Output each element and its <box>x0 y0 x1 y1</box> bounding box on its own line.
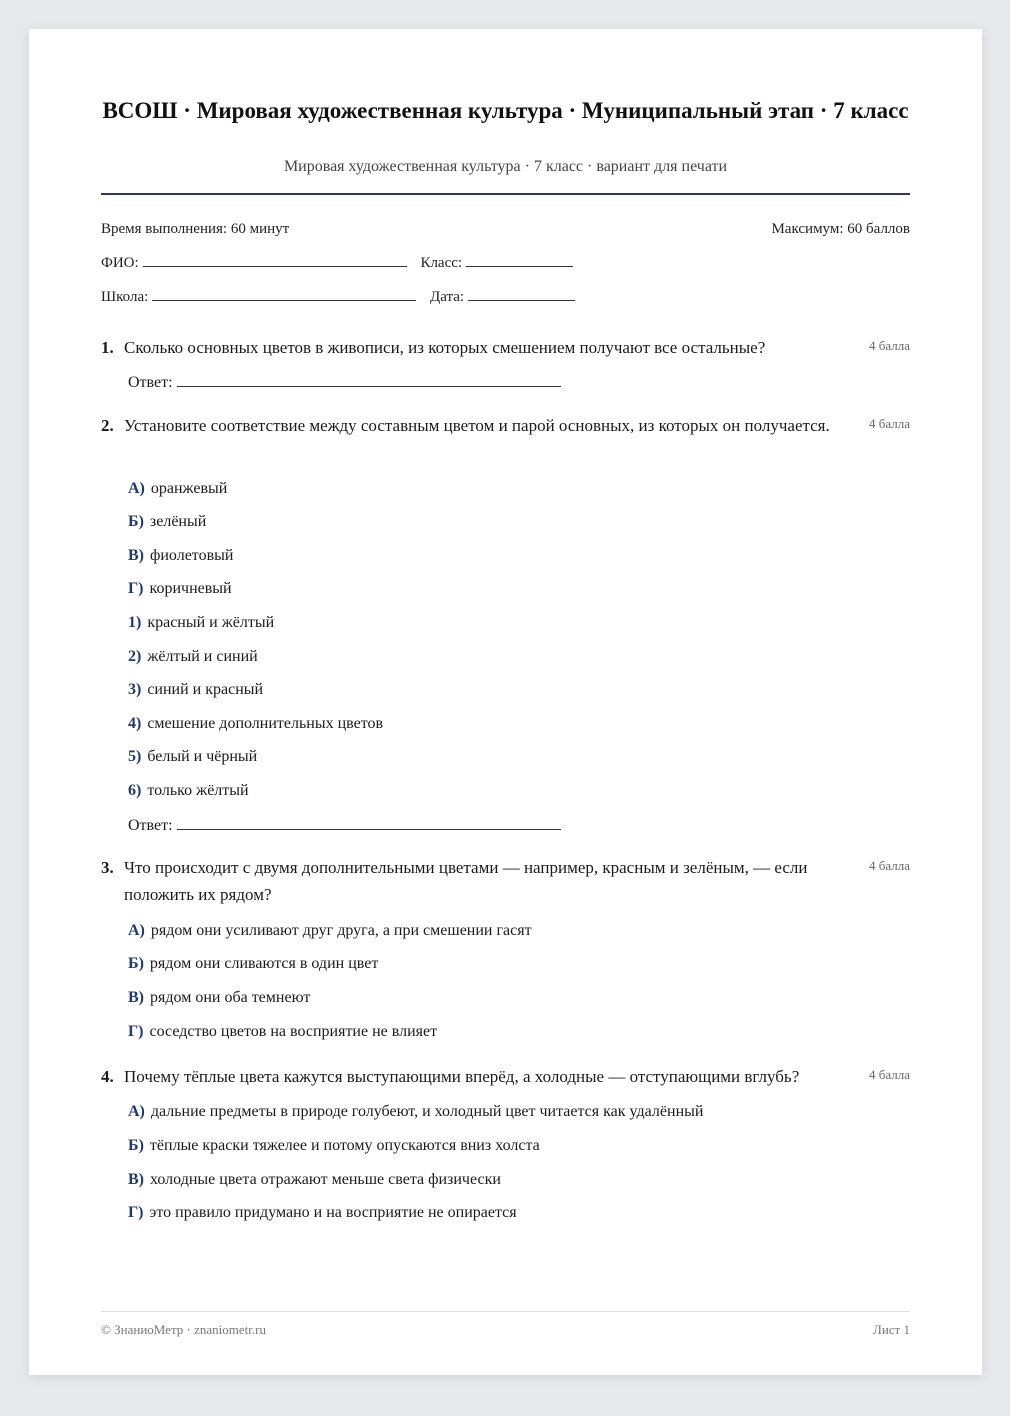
page-footer <box>101 1322 910 1338</box>
option-marker: Б) <box>128 1137 144 1154</box>
question-2-number-option <box>128 714 383 734</box>
option-text: дальние предметы в природе голубеют, и холодный цвет читается как удалённый <box>150 1103 704 1120</box>
question-2-number-option <box>128 613 274 633</box>
header-divider <box>101 193 910 195</box>
footer-copyright: © ЗнаниоМетр · znaniometr.ru <box>101 1322 266 1337</box>
question-2-number-option <box>128 647 258 667</box>
question-2-head <box>101 412 910 439</box>
question-2-text: Установите соответствие между составным цветом и парой основных, из которых он получается. <box>124 416 830 435</box>
question-4-head <box>101 1063 910 1090</box>
option-marker: В) <box>128 547 144 564</box>
question-2 <box>101 412 910 439</box>
option-text: тёплые краски тяжелее и потому опускаются вниз холста <box>149 1137 540 1154</box>
class-field[interactable] <box>466 252 573 267</box>
question-1-number: 1. <box>101 338 114 357</box>
answer-1-field[interactable] <box>177 372 561 387</box>
question-2-number: 2. <box>101 416 114 435</box>
question-3-option <box>128 954 378 974</box>
question-4-option <box>128 1102 703 1122</box>
school-field[interactable] <box>152 286 416 301</box>
footer-page-number: Лист 1 <box>873 1322 910 1337</box>
school-label: Школа: <box>101 289 149 305</box>
time-label: Время выполнения: 60 минут <box>101 221 290 237</box>
question-2-number-option <box>128 781 249 801</box>
question-4-option <box>128 1170 501 1190</box>
option-marker: Г) <box>128 580 144 597</box>
option-marker: Г) <box>128 1023 144 1040</box>
question-2-letter-option <box>128 479 227 499</box>
option-text: синий и красный <box>147 681 264 698</box>
question-2-letter-option <box>128 579 232 599</box>
option-marker: 6) <box>128 782 142 799</box>
question-3-head <box>101 854 910 908</box>
page-sheet <box>29 29 982 1375</box>
question-1-head <box>101 334 910 361</box>
max-score-label: Максимум: 60 баллов <box>771 221 910 237</box>
class-label: Класс: <box>420 255 463 271</box>
question-4 <box>101 1063 910 1090</box>
question-4-option <box>128 1203 517 1223</box>
question-1 <box>101 334 910 361</box>
question-2-number-option <box>128 747 257 767</box>
answer-2-label: Ответ: <box>128 817 173 834</box>
question-2-letter-option <box>128 512 206 532</box>
option-text: рядом они усиливают друг друга, а при смешении гасят <box>150 922 532 939</box>
option-marker: 5) <box>128 748 142 765</box>
answer-1-label: Ответ: <box>128 374 173 391</box>
fio-field[interactable] <box>143 252 407 267</box>
option-text: зелёный <box>149 513 207 530</box>
question-1-points: 4 балла <box>869 338 910 353</box>
question-3 <box>101 854 910 908</box>
page-subtitle: Мировая художественная культура · 7 класс · вариант для печати <box>283 158 728 175</box>
page-title: ВСОШ · Мировая художественная культура · Муниципальный этап · 7 класс <box>102 98 909 123</box>
footer-divider <box>101 1311 910 1312</box>
question-4-text: Почему тёплые цвета кажутся выступающими вперёд, а холодные — отступающими вглубь? <box>124 1067 800 1086</box>
option-text: смешение дополнительных цветов <box>147 715 384 732</box>
meta-time-row <box>101 219 910 239</box>
option-text: рядом они оба темнеют <box>150 989 311 1006</box>
question-4-points: 4 балла <box>869 1067 910 1082</box>
option-text: рядом они сливаются в один цвет <box>149 955 379 972</box>
option-text: холодные цвета отражают меньше света физически <box>150 1171 501 1188</box>
option-marker: 3) <box>128 681 142 698</box>
option-text: жёлтый и синий <box>147 648 258 665</box>
question-3-points: 4 балла <box>869 858 910 873</box>
option-marker: Б) <box>128 513 144 530</box>
meta-school-row <box>101 286 910 306</box>
question-2-letter-option <box>128 546 233 566</box>
question-3-text: Что происходит с двумя дополнительными цветами — например, красным и зелёным, — если положить их рядом? <box>124 858 808 904</box>
option-marker: 2) <box>128 648 142 665</box>
answer-1 <box>128 372 561 393</box>
answer-2-field[interactable] <box>177 815 561 830</box>
option-marker: В) <box>128 1171 144 1188</box>
option-marker: А) <box>128 922 145 939</box>
question-4-number: 4. <box>101 1067 114 1086</box>
question-2-points: 4 балла <box>869 416 910 431</box>
option-marker: А) <box>128 1103 145 1120</box>
question-3-option <box>128 1022 437 1042</box>
option-text: только жёлтый <box>147 782 249 799</box>
option-text: красный и жёлтый <box>147 614 275 631</box>
date-label: Дата: <box>430 289 465 305</box>
page-content <box>101 29 910 1375</box>
question-4-option <box>128 1136 540 1156</box>
question-3-option <box>128 921 532 941</box>
option-text: коричневый <box>149 580 232 597</box>
question-3-option <box>128 988 310 1008</box>
meta-fio-row <box>101 252 910 272</box>
date-field[interactable] <box>468 286 575 301</box>
question-1-text: Сколько основных цветов в живописи, из которых смешением получают все остальные? <box>124 338 766 357</box>
option-marker: А) <box>128 480 145 497</box>
option-marker: В) <box>128 989 144 1006</box>
option-text: фиолетовый <box>150 547 234 564</box>
question-2-number-option <box>128 680 263 700</box>
option-marker: 1) <box>128 614 142 631</box>
option-text: соседство цветов на восприятие не влияет <box>149 1023 438 1040</box>
option-marker: Б) <box>128 955 144 972</box>
option-text: оранжевый <box>150 480 228 497</box>
answer-2 <box>128 815 561 836</box>
option-marker: 4) <box>128 715 142 732</box>
question-3-number: 3. <box>101 858 114 877</box>
fio-label: ФИО: <box>101 255 139 271</box>
option-marker: Г) <box>128 1204 144 1221</box>
option-text: белый и чёрный <box>147 748 258 765</box>
option-text: это правило придумано и на восприятие не опирается <box>149 1204 517 1221</box>
